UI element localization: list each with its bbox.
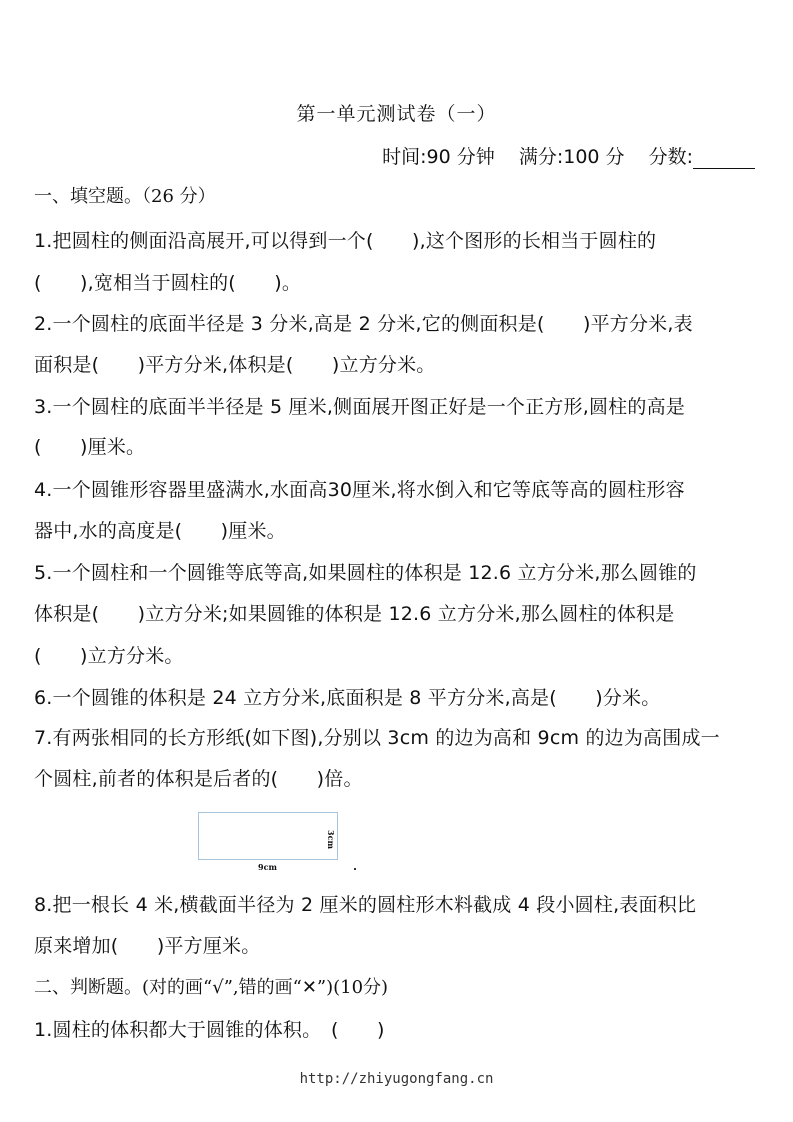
section-heading-true-false: 二、判断题。(对的画“√”,错的画“✕”)(10分)	[34, 977, 389, 998]
question-line: 1.把圆柱的侧面沿高展开,可以得到一个( ),这个图形的长相当于圆柱的	[34, 230, 657, 252]
question-line: 3.一个圆柱的底面半半径是 5 厘米,侧面展开图正好是一个正方形,圆柱的高是	[34, 396, 685, 418]
height-label: 3cm	[326, 830, 336, 849]
exam-meta	[364, 142, 755, 169]
question-line: ( ),宽相当于圆柱的( )。	[34, 272, 302, 294]
question-line: 原来增加( )平方厘米。	[34, 935, 261, 957]
time-limit: 时间:90 分钟	[382, 146, 495, 168]
full-score: 满分:100 分	[518, 146, 625, 168]
footer-url: http://zhiyugongfang.cn	[299, 1071, 494, 1087]
question-line: ( )立方分米。	[34, 645, 184, 667]
question-line: 4.一个圆锥形容器里盛满水,水面高30厘米,将水倒入和它等底等高的圆柱形容	[34, 479, 685, 501]
question-line: 2.一个圆柱的底面半径是 3 分米,高是 2 分米,它的侧面积是( )平方分米,表	[34, 313, 693, 335]
rectangle-paper-figure	[196, 810, 366, 876]
width-label: 9cm	[258, 862, 277, 872]
score-blank[interactable]	[693, 150, 755, 169]
question-line: 6.一个圆锥的体积是 24 立方分米,底面积是 8 平方分米,高是( )分米。	[34, 687, 661, 709]
question-line: 7.有两张相同的长方形纸(如下图),分别以 3cm 的边为高和 9cm 的边为高围成一	[34, 727, 720, 749]
question-line: 1.圆柱的体积都大于圆锥的体积。 ( )	[34, 1019, 385, 1041]
stray-mark	[354, 868, 356, 870]
question-line: ( )厘米。	[34, 436, 146, 458]
score-label: 分数:	[648, 146, 693, 168]
question-line: 5.一个圆柱和一个圆锥等底等高,如果圆柱的体积是 12.6 立方分米,那么圆锥的	[34, 562, 697, 584]
question-line: 8.把一根长 4 米,横截面半径为 2 厘米的圆柱形木料截成 4 段小圆柱,表面积比	[34, 894, 697, 916]
question-line: 器中,水的高度是( )厘米。	[34, 520, 286, 542]
question-line: 个圆柱,前者的体积是后者的( )倍。	[34, 768, 363, 790]
page-title: 第一单元测试卷（一）	[296, 103, 497, 125]
question-line: 体积是( )立方分米;如果圆锥的体积是 12.6 立方分米,那么圆柱的体积是	[34, 603, 675, 625]
question-line: 面积是( )平方分米,体积是( )立方分米。	[34, 354, 436, 376]
rectangle-shape	[198, 812, 338, 860]
section-heading-fill-blank: 一、填空题。（26 分）	[34, 186, 216, 207]
